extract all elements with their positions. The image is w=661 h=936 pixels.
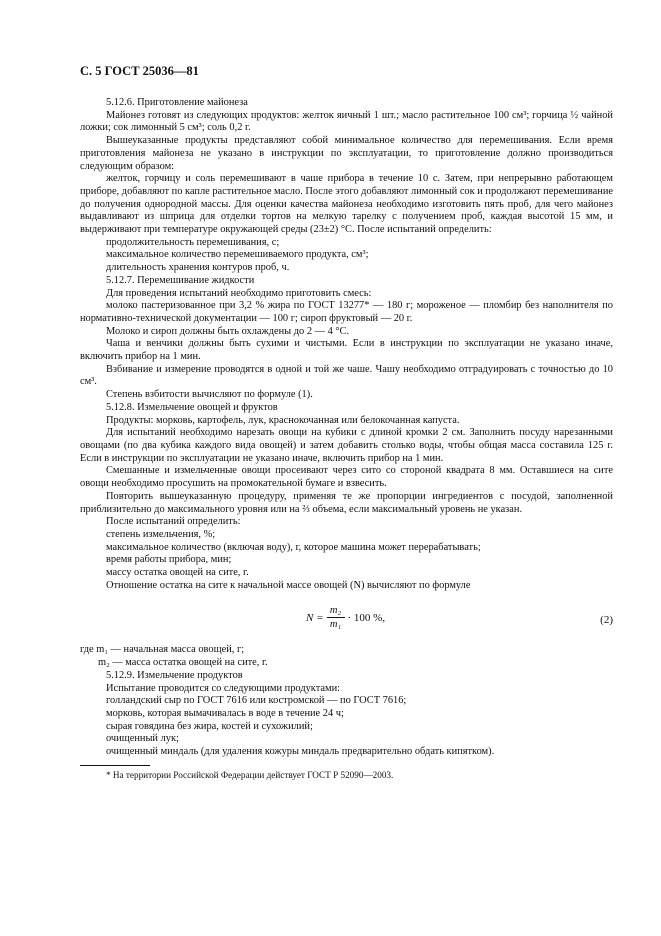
formula-2	[80, 600, 613, 640]
paragraph: После испытаний определить:	[106, 516, 241, 528]
paragraph: желток, горчицу и соль перемешивают в чаше прибора в течение 10 с. Затем, при непрерывно работающем приборе, добавляют по капле растительное масло. После этого добавляют лимонный сок и продолжают перемешивание до получения однородной массы. Для оценки качества майонеза необходимо изготовить пять проб, для чего майонез выдавливают из шприца для отделки тортов на мелкую тарелку с получением проб, каждая высотой 15 мм, и выдерживают при температуре окружающей среды (23±2) °С. После испытаний определить:	[80, 173, 614, 236]
list-item: максимальное количество перемешиваемого продукта, см³;	[106, 249, 369, 261]
paragraph: Отношение остатка на сите к начальной массе овощей (N) вычисляют по формуле	[106, 579, 471, 591]
paragraph: Майонез готовят из следующих продуктов: желток яичный 1 шт.; масло растительное 100 см³; горчица ½ чайной ложки; сок лимонный 5 см³; соль 0,2 г.	[80, 109, 613, 134]
legend-line: где m₁ — начальная масса овощей, г;	[80, 644, 245, 656]
paragraph: Продукты: морковь, картофель, лук, краснокочанная или белокочанная капуста.	[106, 414, 460, 426]
section-title-5-12-9: 5.12.9. Измельчение продуктов	[106, 669, 243, 681]
section-title-5-12-7: 5.12.7. Перемешивание жидкости	[106, 274, 255, 286]
paragraph: Молоко и сироп должны быть охлаждены до 2 — 4 °С.	[106, 325, 350, 337]
section-title-5-12-8: 5.12.8. Измельчение овощей и фруктов	[106, 401, 278, 413]
formula-rhs: · 100 %,	[347, 611, 386, 624]
list-item: массу остатка овощей на сите, г.	[106, 567, 249, 579]
legend-line: m₂ — масса остатка овощей на сите, г.	[98, 657, 268, 669]
page-header: С. 5 ГОСТ 25036—81	[80, 64, 199, 78]
formula-lhs: N =	[306, 611, 324, 624]
formula-denominator: m₁	[329, 619, 342, 631]
formula-numerator: m₂	[329, 605, 342, 617]
paragraph: Для испытаний необходимо нарезать овощи на кубики с длиной кромки 2 см. Заполнить посуду нарезанными овощами (по два кубика каждого вида овощей) и затем добавить столько воды, чтобы общая масса составила 125 г. Если в инструкции по эксплуатации не указано иначе, включить прибор на 1 мин.	[80, 427, 613, 464]
formula-body	[306, 604, 385, 631]
formula-fraction	[327, 604, 345, 631]
list-item: продолжительность перемешивания, с;	[106, 236, 280, 248]
section-title-5-12-6: 5.12.6. Приготовление майонеза	[106, 97, 248, 108]
formula-legend	[80, 644, 613, 669]
footnote-divider	[80, 765, 150, 766]
paragraph: молоко пастеризованное при 3,2 % жира по ГОСТ 13277* — 180 г; мороженое — пломбир без наполнителя по нормативно-технической документации — 100 г; сироп фруктовый — 20 г.	[80, 300, 613, 324]
formula-number: (2)	[600, 614, 613, 627]
list-item: степень измельчения, %;	[106, 528, 216, 540]
list-item: время работы прибора, мин;	[106, 554, 232, 566]
list-item: очищенный миндаль (для удаления кожуры миндаль предварительно обдать кипятком).	[106, 746, 495, 758]
paragraph: Смешанные и измельченные овощи просеивают через сито со стороной квадрата 8 мм. Оставшиеся на сите овощи необходимо просушить на промокательной бумаге и взвесить.	[80, 465, 613, 490]
paragraph: Для проведения испытаний необходимо приготовить смесь:	[106, 287, 372, 299]
paragraph: Взбивание и измерение проводятся в одной и той же чаше. Чашу необходимо отградуировать с точностью до 10 см³.	[80, 363, 613, 388]
footnote: * На территории Российской Федерации действует ГОСТ Р 52090—2003.	[106, 769, 394, 780]
list-item: морковь, которая вымачивалась в воде в течение 24 ч;	[106, 707, 344, 719]
list-item: очищенный лук;	[106, 733, 179, 745]
paragraph: Степень взбитости вычисляют по формуле (1).	[106, 389, 313, 401]
document-page	[80, 64, 613, 781]
paragraph: Повторить вышеуказанную процедуру, применяя те же пропорции ингредиентов с посудой, заполненной приблизительно до максимального уровня или на ⅔ объема, если максимальный уровень не указан.	[80, 490, 613, 515]
list-item: сырая говядина без жира, костей и сухожилий;	[106, 720, 313, 732]
list-item: длительность хранения контуров проб, ч.	[106, 262, 290, 274]
paragraph: Испытание проводится со следующими продуктами:	[106, 682, 341, 694]
paragraph: Чаша и венчики должны быть сухими и чистыми. Если в инструкции по эксплуатации не указано иначе, включить прибор на 1 мин.	[80, 338, 613, 363]
paragraph: Вышеуказанные продукты представляют собой минимальное количество для перемешивания. Если время приготовления майонеза не указано в инструкции по эксплуатации, то приготовление должно производиться следующим образом:	[80, 135, 613, 172]
list-item: голландский сыр по ГОСТ 7616 или костромской — по ГОСТ 7616;	[106, 695, 407, 707]
list-item: максимальное количество (включая воду), г, которое машина может перерабатывать;	[106, 541, 481, 553]
